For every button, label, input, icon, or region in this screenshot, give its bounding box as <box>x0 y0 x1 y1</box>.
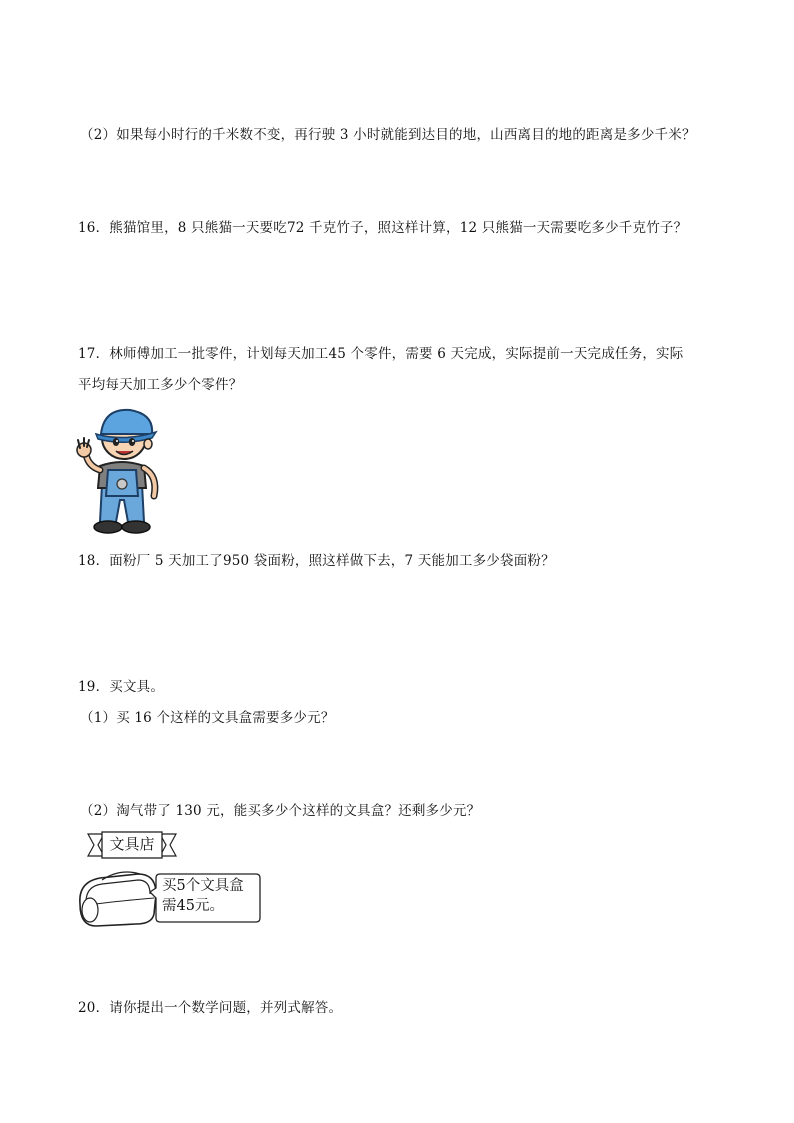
q19-part2: （2）淘气带了 130 元，能买多少个这样的文具盒？还剩多少元？ <box>80 803 481 819</box>
q17-line2: 平均每天加工多少个零件？ <box>78 377 243 393</box>
bubble-line1: 买5个文具盒 <box>162 878 244 894</box>
q19-part1: （1）买 16 个这样的文具盒需要多少元？ <box>80 710 335 726</box>
pencil-case-icon <box>76 868 158 928</box>
q18-text: 18．面粉厂 5 天加工了950 袋面粉，照这样做下去，7 天能加工多少袋面粉？ <box>78 553 555 569</box>
bubble-line2: 需45元。 <box>162 898 224 914</box>
q19-title: 19．买文具。 <box>78 679 165 695</box>
q20-text: 20．请你提出一个数学问题，并列式解答。 <box>78 1000 343 1016</box>
worker-cartoon-icon <box>72 404 172 538</box>
q16-text: 16．熊猫馆里，8 只熊猫一天要吃72 千克竹子，照这样计算，12 只熊猫一天需要吃多少千克竹子？ <box>78 220 688 236</box>
shop-sign-label: 文具店 <box>109 835 155 853</box>
q17-line1: 17．林师傅加工一批零件，计划每天加工45 个零件，需要 6 天完成，实际提前一天完成任务，实际 <box>78 346 684 362</box>
q15-part2: （2）如果每小时行的千米数不变，再行驶 3 小时就能到达目的地，山西离目的地的距离是多少千米？ <box>80 127 696 143</box>
shop-sign-banner <box>86 830 178 860</box>
price-speech-bubble <box>150 872 262 924</box>
